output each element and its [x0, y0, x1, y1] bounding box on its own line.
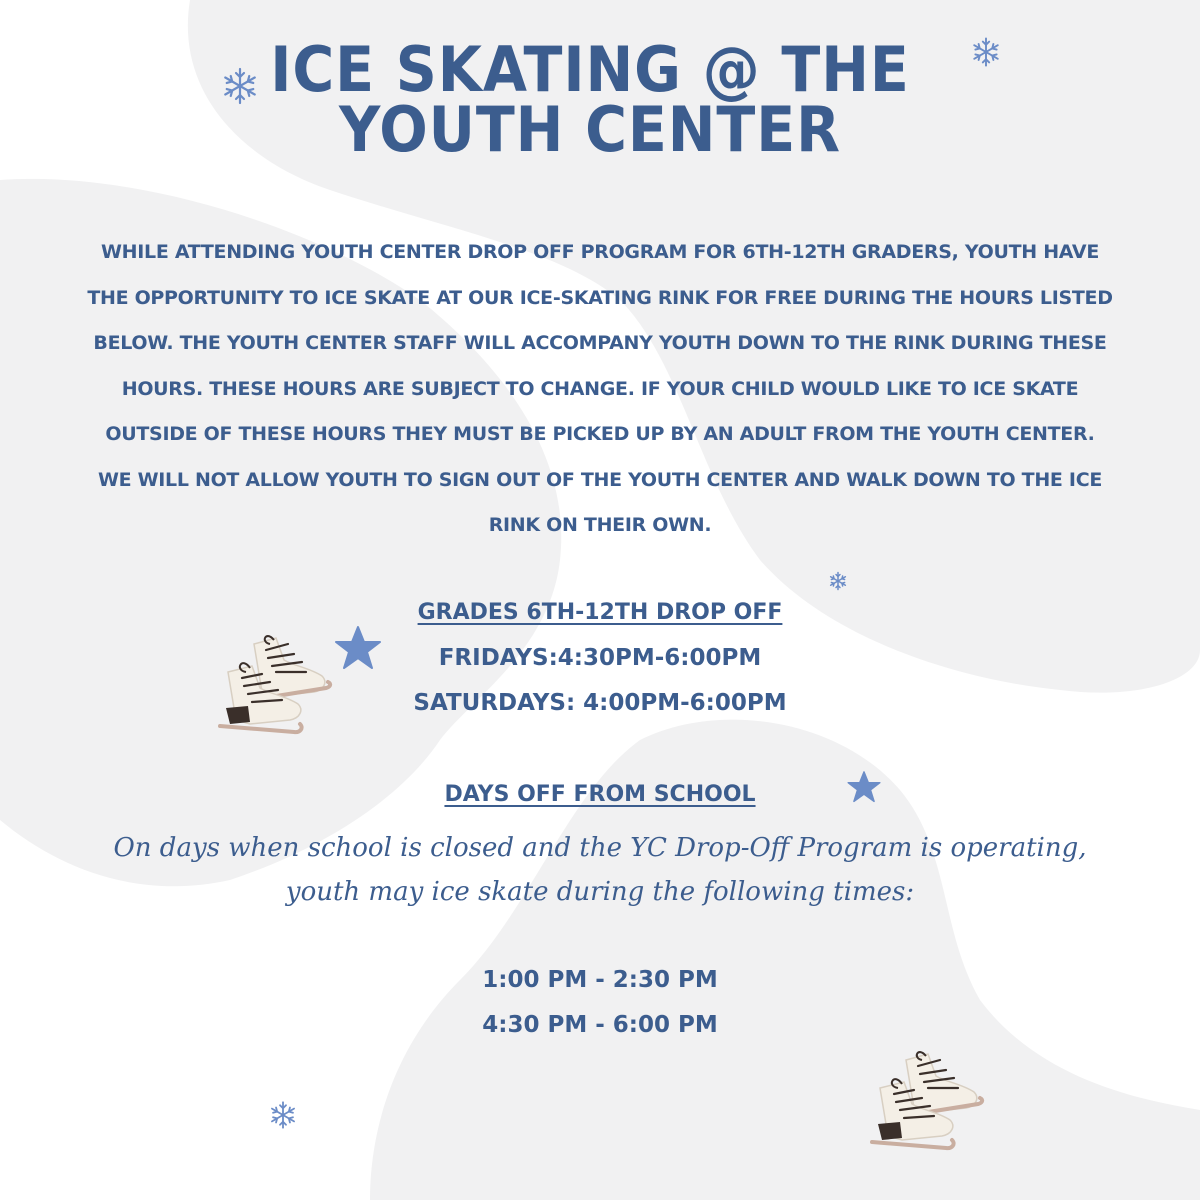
- dropoff-heading-text: GRADES 6TH-12TH DROP OFF: [417, 600, 783, 625]
- title-line-2: YOUTH CENTER: [338, 93, 841, 166]
- title-line-1: ICE SKATING @ THE: [270, 33, 910, 106]
- snowflake-icon: [268, 1100, 298, 1130]
- days-off-heading: [0, 780, 1200, 810]
- page-title: [268, 33, 912, 166]
- snowflake-icon: [970, 36, 1002, 68]
- dropoff-heading: [0, 598, 1200, 628]
- snowflake-icon: [220, 66, 260, 106]
- intro-line: HOURS. THESE HOURS ARE SUBJECT TO CHANGE. IF YOUR CHILD WOULD LIKE TO ICE SKATE: [121, 377, 1079, 400]
- intro-line: WE WILL NOT ALLOW YOUTH TO SIGN OUT OF THE YOUTH CENTER AND WALK DOWN TO THE ICE: [97, 468, 1103, 491]
- star-icon: [333, 625, 383, 671]
- ice-skates-icon: [866, 1048, 986, 1153]
- days-off-line-2: youth may ice skate during the following times:: [285, 877, 915, 907]
- days-off-description: [0, 826, 1200, 914]
- snowflake-icon: [828, 571, 848, 591]
- intro-line: WHILE ATTENDING YOUTH CENTER DROP OFF PROGRAM FOR 6TH-12TH GRADERS, YOUTH HAVE: [101, 241, 1099, 263]
- days-off-time-2: 4:30 PM - 6:00 PM: [482, 1012, 718, 1038]
- intro-line: THE OPPORTUNITY TO ICE SKATE AT OUR ICE-SKATING RINK FOR FREE DURING THE HOURS LISTED: [87, 286, 1113, 309]
- days-off-heading-text: DAYS OFF FROM SCHOOL: [444, 782, 756, 807]
- intro-line: RINK ON THEIR OWN.: [488, 514, 712, 536]
- intro-paragraph: [0, 230, 1200, 549]
- intro-line: OUTSIDE OF THESE HOURS THEY MUST BE PICKED UP BY AN ADULT FROM THE YOUTH CENTER.: [105, 423, 1095, 445]
- ice-skates-icon: [214, 632, 334, 737]
- saturdays-hours: SATURDAYS: 4:00PM-6:00PM: [413, 690, 787, 716]
- days-off-line-1: On days when school is closed and the YC Drop-Off Program is operating,: [113, 833, 1087, 863]
- fridays-hours: FRIDAYS:4:30PM-6:00PM: [438, 645, 762, 671]
- intro-line: BELOW. THE YOUTH CENTER STAFF WILL ACCOMPANY YOUTH DOWN TO THE RINK DURING THESE: [93, 332, 1107, 354]
- days-off-time-1: 1:00 PM - 2:30 PM: [482, 967, 718, 993]
- star-icon: [846, 770, 882, 804]
